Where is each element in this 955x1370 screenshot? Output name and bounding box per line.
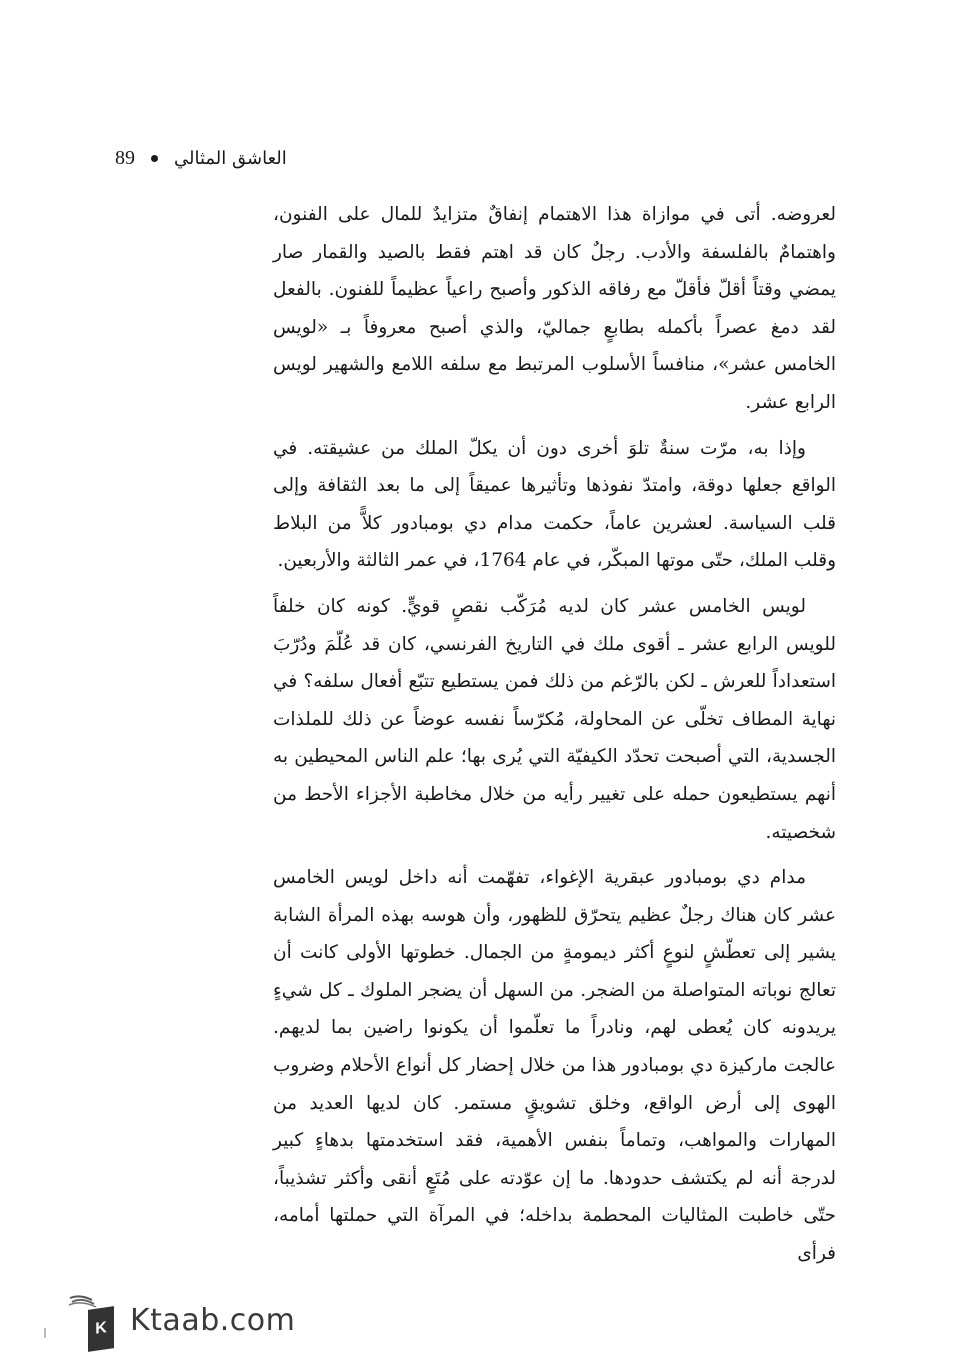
running-title: العاشق المثالي (174, 147, 287, 169)
bullet-separator-icon (151, 155, 158, 162)
brand-name: Ktaab.com (130, 1302, 296, 1338)
paragraph-4: مدام دي بومبادور عبقرية الإغواء، تفهّمت أنه داخل لويس الخامس عشر كان هناك رجلٌ عظيم يتحرّق للظهور، وأن هوسه بهذه المرأة الشابة يشير إلى تعطّشٍ لنوعٍ أكثر ديمومةٍ من الجمال. خطوتها الأولى كانت أن تعالج نوباته المتواصلة من الضجر. من السهل أن يضجر الملوك ـ كل شيءٍ يريدونه كان يُعطى لهم، ونادراً ما تعلّموا أن يكونوا راضين بما لديهم. عالجت ماركيزة دي بومبادور هذا من خلال إحضار كل أنواع الأحلام وضروب الهوى إلى أرض الواقع، وخلق تشويقٍ مستمر. كان لديها العديد من المهارات والمواهب، وتماماً بنفس الأهمية، فقد استخدمتها بدهاءٍ كبير لدرجة أنه لم يكتشف حدودها. ما إن عوّدته على مُتَعٍ أنقى وأكثر تشذيباً، حتّى خاطبت المثاليات المحطمة بداخله؛ في المرآة التي حملتها أمامه، فرأى (273, 867, 836, 1265)
ktaab-logo (48, 1290, 295, 1350)
paragraph-1: لعروضه. أتى في موازاة هذا الاهتمام إنفاقٌ متزايدٌ للمال على الفنون، واهتمامٌ بالفلسفة والأدب. رجلٌ كان قد اهتم فقط بالصيد والقمار صار يمضي وقتاً أقلّ فأقلّ مع رفاقه الذكور وأصبح راعياً عظيماً للفنون. بالفعل لقد دمغ عصراً بأكمله بطابعٍ جماليّ، والذي أصبح معروفاً بـ «لويس الخامس عشر»، منافساً الأسلوب المرتبط مع سلفه اللامع والشهير لويس الرابع عشر. (273, 204, 836, 413)
page-number: 89 (115, 146, 135, 169)
margin-mark (44, 1328, 46, 1338)
flying-pages-icon (68, 1294, 98, 1308)
book-cover-k-icon: K (88, 1306, 114, 1352)
running-header (115, 138, 287, 178)
body-text (273, 196, 836, 1273)
paragraph-2: وإذا به، مرّت سنةٌ تلوَ أخرى دون أن يكلّ الملك من عشيقته. في الواقع جعلها دوقة، وامتدّ نفوذها وتأثيرها عميقاً إلى ما بعد الثقافة وإلى قلب السياسة. لعشرين عاماً، حكمت مدام دي بومبادور كلاًّ من البلاط وقلب الملك، حتّى موتها المبكّر، في عام 1764، في عمر الثالثة والأربعين. (273, 437, 836, 572)
open-book-icon (48, 1290, 120, 1350)
paragraph-3: لويس الخامس عشر كان لديه مُرَكّب نقصٍ قويٍّ. كونه كان خلفاً للويس الرابع عشر ـ أقوى ملك في التاريخ الفرنسي، كان قد عُلّمَ ودُرّبَ استعداداً للعرش ـ لكن بالرّغم من ذلك فمن يستطيع تتبّع أفعال سلفه؟ في نهاية المطاف تخلّى عن المحاولة، مُكرّساً نفسه عوضاً عن ذلك للملذات الجسدية، التي أصبحت تحدّد الكيفيّة التي يُرى بها؛ علم الناس المحيطين به أنهم يستطيعون حمله على تغيير رأيه من خلال مخاطبة الأجزاء الأحط من شخصيته. (273, 595, 836, 843)
